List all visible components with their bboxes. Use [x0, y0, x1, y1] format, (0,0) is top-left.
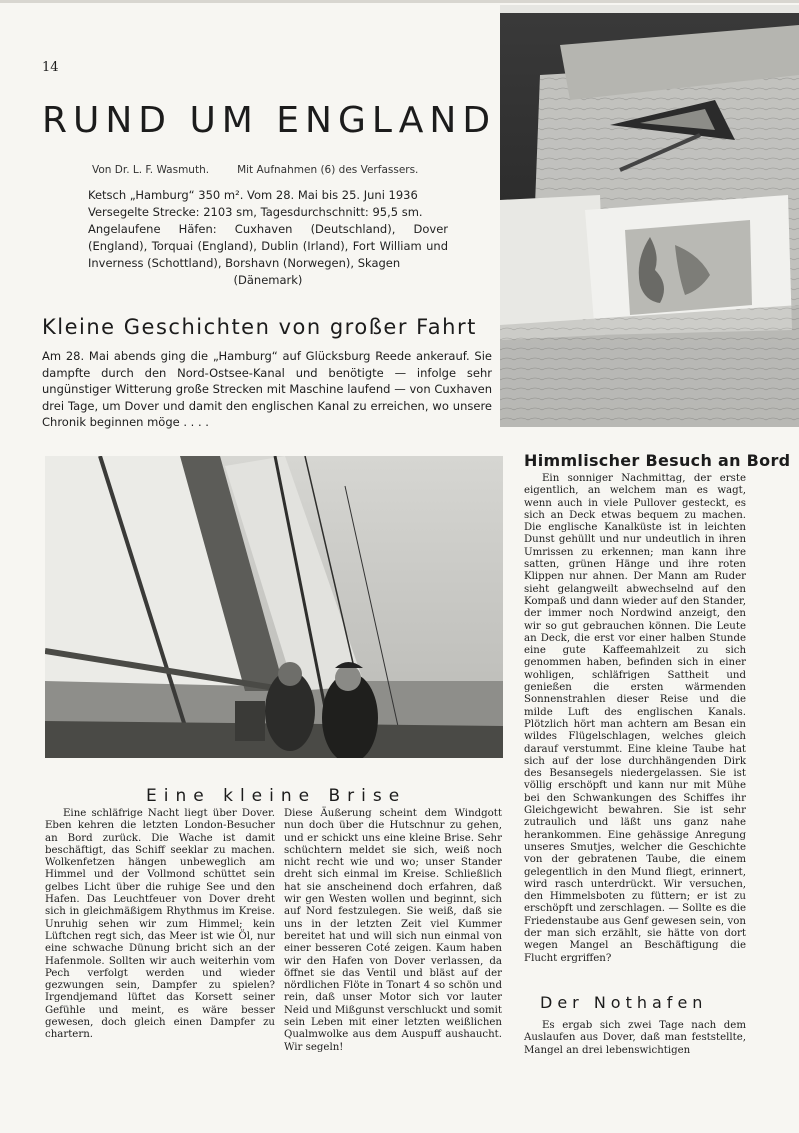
intro-paragraph: Am 28. Mai abends ging die „Hamburg“ auf Glücksburg Reede ankerauf. Sie dampfte durch den Nord-Ostsee-Kanal und benötigte — infolge sehr ungünstiger Witterung große Strecken mit Maschine laufend — von Cuxhaven drei Tage, um Dover und damit den englischen Kanal zu erreichen, wo unsere Chronik beginnen möge . . . . — [42, 349, 492, 429]
voyage-line-4: (Dänemark) — [233, 273, 303, 287]
voyage-details — [88, 187, 448, 289]
paragraph-brise-middle: Diese Äußerung scheint dem Windgott nun doch über die Hutschnur zu gehen, und er schickt uns eine kleine Brise. Sehr schüchtern meldet sie sich, weiß noch nicht recht wie und wo; unser Stander dreht sich einmal im Kreise. Schließlich hat sie anscheinend doch erfahren, daß wir gen Westen wollen und beginnt, sich auf Nord festzulegen. Sie weiß, daß sie uns in der letzten Zeit viel Kummer bereitet hat und will sich nun einmal von einer besseren Coté zeigen. Kaum haben wir den Hafen von Dover verlassen, da öffnet sie das Ventil und bläst auf der nördlichen Flöte in Tonart 4 so schön und rein, daß unser Motor sich vor lauter Neid und Mißgunst verschluckt und somit sein Leben mit einer letzten weißlichen Qualmwolke aus dem Auspuff aushaucht. Wir segeln! — [284, 808, 502, 1053]
top-edge-rule — [0, 0, 799, 3]
heading-der-nothafen: Der Nothafen — [540, 993, 708, 1012]
voyage-line-1: Ketsch „Hamburg“ 350 m². Vom 28. Mai bis 25. Juni 1936 — [88, 188, 418, 202]
column-brise-middle — [284, 808, 502, 1054]
paragraph-brise-left: Eine schläfrige Nacht liegt über Dover. Eben kehren die letzten London-Besucher an Bord zurück. Die Wache ist damit beschäftigt, das Schiff seeklar zu machen. Wolkenfetzen hängen unbeweglich am Himmel und der Vollmond schüttet sein gelbes Licht über die ruhige See und den Hafen. Das Leuchtfeuer von Dover dreht sich in gleichmäßigem Rhythmus im Kreise. Unruhig sehen wir zum Himmel; kein Lüftchen regt sich, das Meer ist wie Öl, nur eine schwache Dünung bricht sich an der Hafenmole. Sollten wir auch weiterhin vom Pech verfolgt werden und wieder gezwungen sein, Dampfer zu spielen? Irgendjemand lüftet das Korsett seiner Gefühle und meint, es wäre besser gewesen, doch gleich einen Dampfer zu chartern. — [45, 808, 275, 1041]
paragraph-der-nothafen: Es ergab sich zwei Tage nach dem Auslaufen aus Dover, daß man feststellte, Mangel an drei lebenswichtigen — [524, 1020, 746, 1056]
photo-ship-deck-sails — [45, 456, 503, 758]
sails-illustration — [45, 456, 503, 758]
voyage-line-3: Angelaufene Häfen: Cuxhaven (Deutschland), Dover (England), Torquai (England), Dublin (Irland), Fort William und Inverness (Schottland), Borshavn (Norwegen), Skagen — [88, 222, 448, 270]
heading-eine-kleine-brise: Eine kleine Brise — [146, 786, 407, 806]
byline-author: Von Dr. L. F. Wasmuth. — [92, 164, 210, 176]
byline — [92, 164, 418, 176]
photo-nautical-charts — [500, 5, 799, 427]
voyage-line-2: Versegelte Strecke: 2103 sm, Tagesdurchschnitt: 95,5 sm. — [88, 205, 423, 219]
heading-himmlischer-besuch: Himmlischer Besuch an Bord — [524, 451, 791, 470]
column-der-nothafen — [524, 1020, 746, 1057]
article-subtitle: Kleine Geschichten von großer Fahrt — [42, 315, 477, 339]
page-number: 14 — [42, 60, 59, 75]
byline-photos: Mit Aufnahmen (6) des Verfassers. — [237, 164, 419, 176]
column-himmlischer-besuch — [524, 473, 746, 965]
charts-illustration — [500, 5, 799, 427]
article-title: RUND UM ENGLAND — [42, 100, 497, 141]
paragraph-himmlischer-besuch: Ein sonniger Nachmittag, der erste eigentlich, an welchem man es wagt, wenn auch in viele Pullover gesteckt, es sich an Deck etwas bequem zu machen. Die englische Kanalküste ist in leichten Dunst gehüllt und nur undeutlich in ihren Umrissen zu erkennen; man kann ihre satten, grünen Hänge und ihre roten Klippen nur ahnen. Der Mann am Ruder sieht gelangweilt abwechselnd auf den Kompaß und dann wieder auf den Stander, der immer noch Nordwind anzeigt, den wir so gut gebrauchen können. Die Leute an Deck, die erst vor einer halben Stunde eine gute Kaffeemahlzeit zu sich genommen haben, befinden sich in einer wohligen, schläfrigen Sattheit und genießen die ersten wärmenden Sonnenstrahlen dieser Reise und die milde Luft des englischen Kanals. Plötzlich hört man achtern am Besan ein wildes Flügelschlagen, welches gleich darauf verstummt. Eine kleine Taube hat sich auf der lose durchhängenden Dirk des Besansegels niedergelassen. Sie ist völlig erschöpft und kann nur mit Mühe bei den Schwankungen des Schiffes ihr Gleichgewicht bewahren. Sie ist sehr zutraulich und läßt uns ganz nahe herankommen. Eine gehässige Anregung unseres Smutjes, welcher die Geschichte von der gebratenen Taube, die einem gelegentlich in den Mund fliegt, erinnert, wird rasch unterdrückt. Wir versuchen, den Himmelsboten zu füttern; er ist zu erschöpft und zerschlagen. — Sollte es die Friedenstaube aus Genf gewesen sein, von der man sich erzählt, sie hätte von dort wegen Mangel an Beschäftigung die Flucht ergriffen? — [524, 473, 746, 964]
column-brise-left — [45, 808, 275, 1042]
